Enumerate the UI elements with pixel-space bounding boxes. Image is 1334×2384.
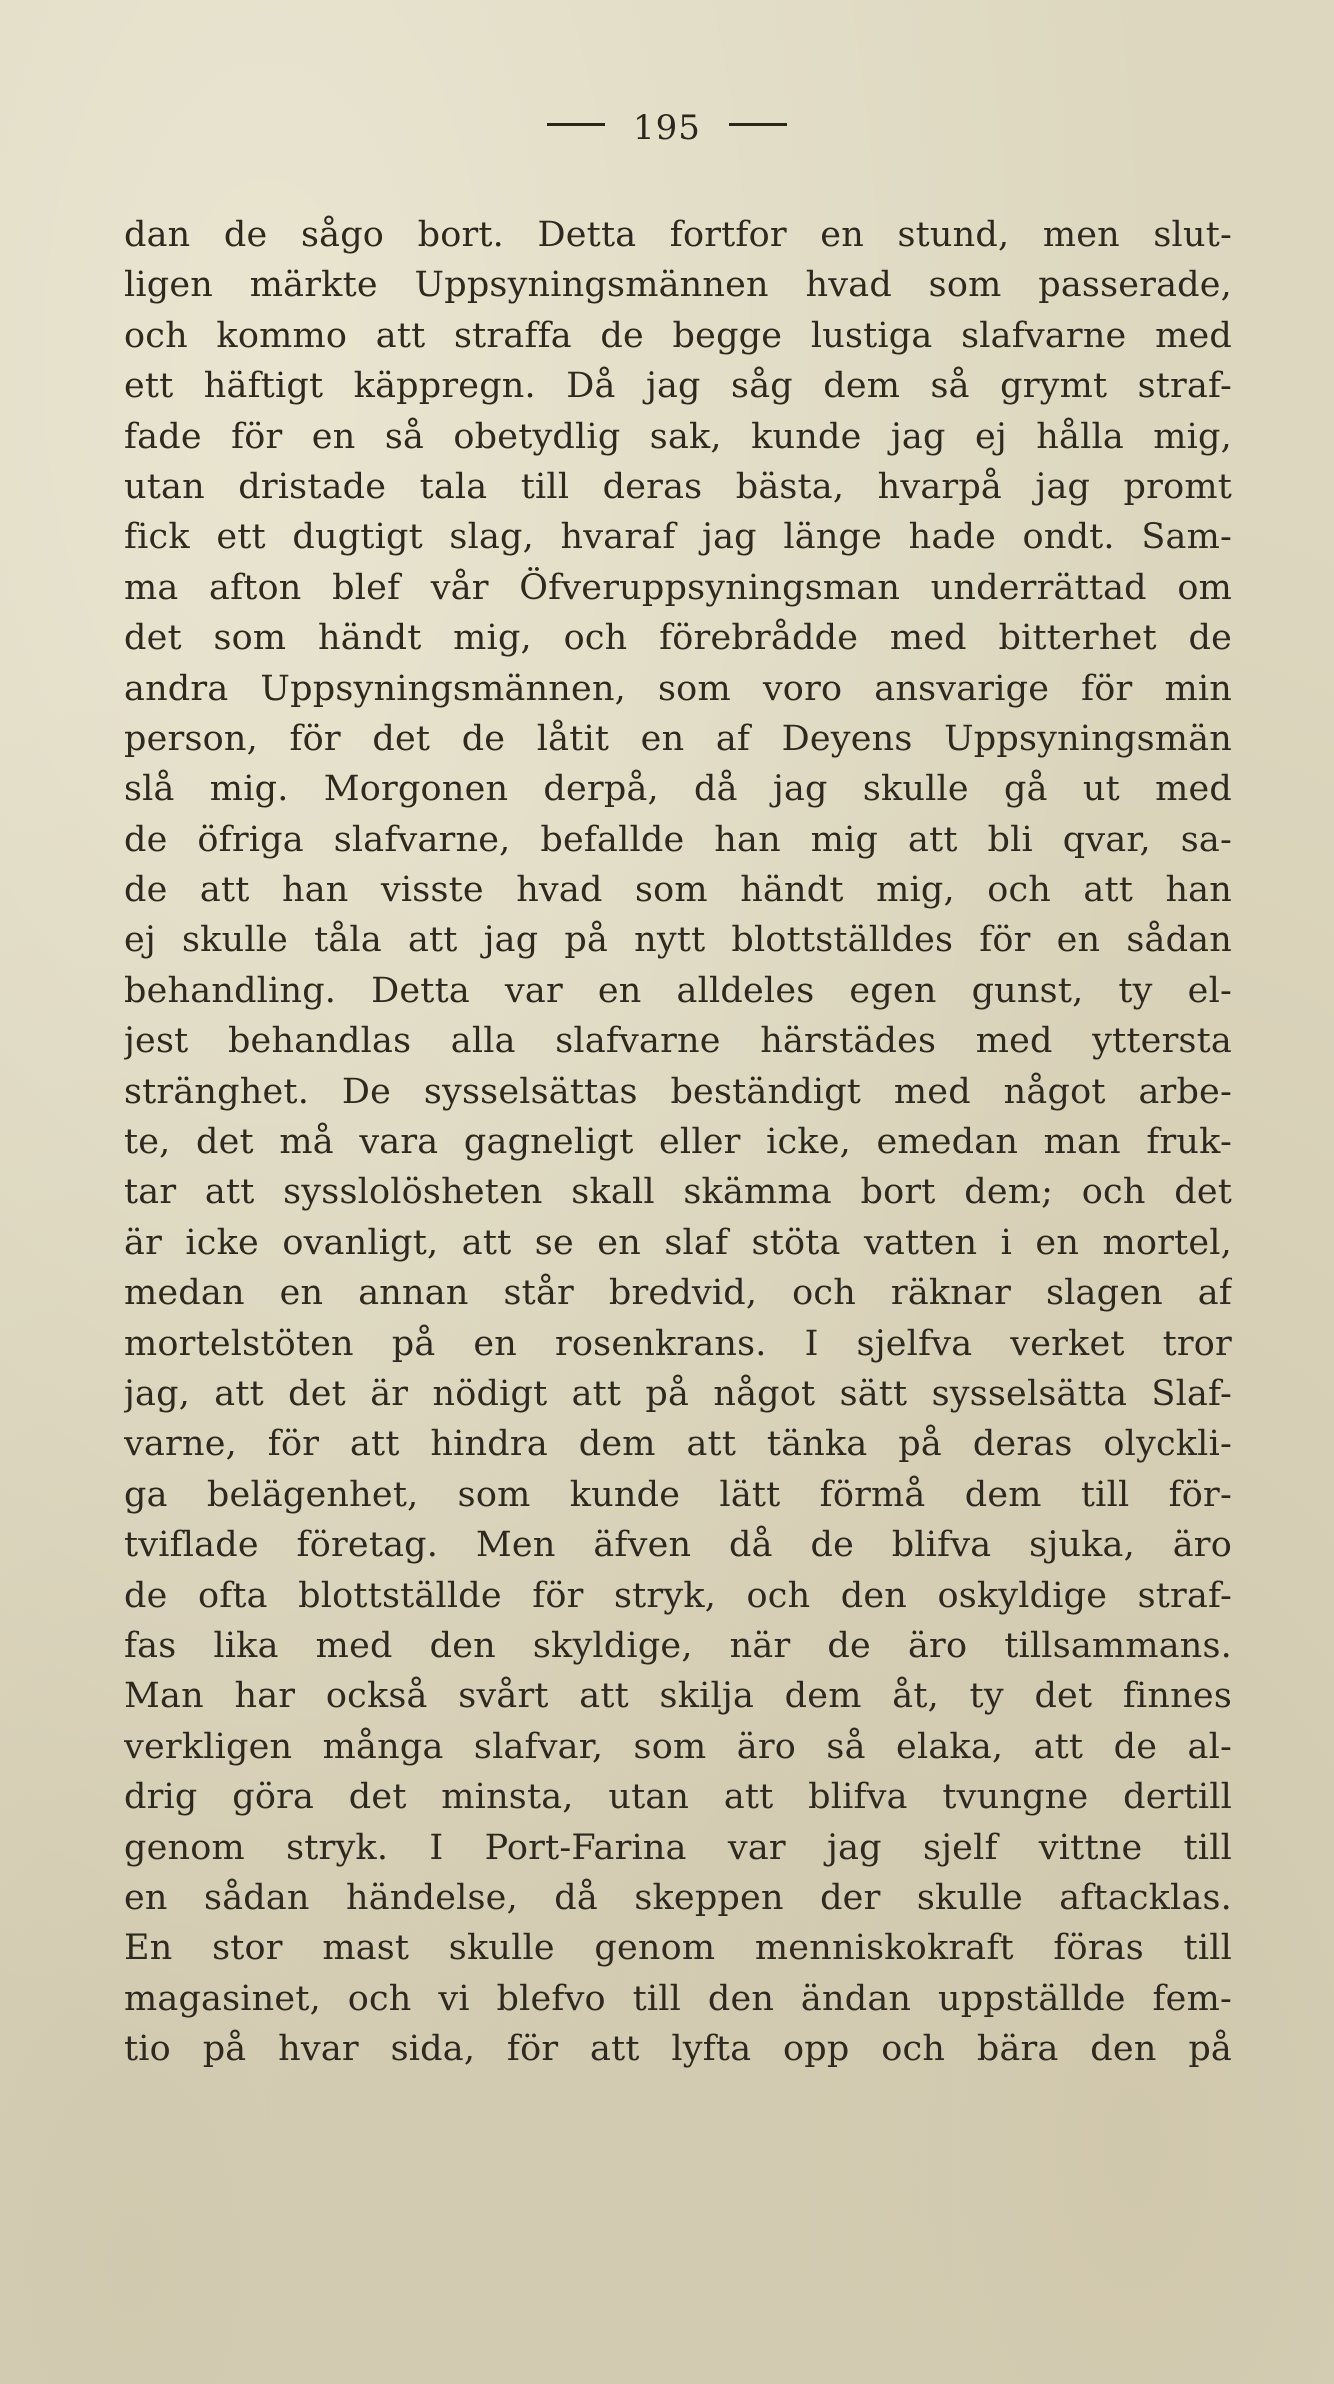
text-line: en sådan händelse, då skeppen der skulle aftacklas. (124, 1877, 1232, 1918)
text-line: de ofta blottställde för stryk, och den oskyldige straf- (124, 1575, 1232, 1616)
text-line: te, det må vara gagneligt eller icke, emedan man fruk- (124, 1122, 1232, 1163)
text-line: jag, att det är nödigt att på något sätt sysselsätta Slaf- (124, 1373, 1232, 1414)
text-line: slå mig. Morgonen derpå, då jag skulle gå ut med (124, 769, 1232, 810)
text-line: drig göra det minsta, utan att blifva tvungne dertill (124, 1777, 1232, 1818)
text-line: tviflade företag. Men äfven då de blifva sjuka, äro (124, 1525, 1232, 1566)
text-line: varne, för att hindra dem att tänka på deras olyckli- (124, 1424, 1232, 1465)
text-line: magasinet, och vi blefvo till den ändan uppställde fem- (124, 1978, 1232, 2019)
text-line: tio på hvar sida, för att lyfta opp och bära den på (124, 2029, 1232, 2070)
text-line: de att han visste hvad som händt mig, och att han (124, 870, 1232, 911)
header-dash-left (547, 123, 605, 126)
text-line: fick ett dugtigt slag, hvaraf jag länge hade ondt. Sam- (124, 517, 1232, 558)
text-line: det som händt mig, och förebrådde med bitterhet de (124, 618, 1232, 659)
text-line: är icke ovanligt, att se en slaf stöta vatten i en mortel, (124, 1222, 1232, 1263)
page-number: 195 (633, 108, 701, 148)
page-header (0, 108, 1334, 148)
text-line: behandling. Detta var en alldeles egen gunst, ty el- (124, 970, 1232, 1011)
text-line: och kommo att straffa de begge lustiga slafvarne med (124, 315, 1232, 356)
text-line: de öfriga slafvarne, befallde han mig att bli qvar, sa- (124, 819, 1232, 860)
text-line: dan de sågo bort. Detta fortfor en stund, men slut- (124, 215, 1232, 255)
text-line: mortelstöten på en rosenkrans. I sjelfva verket tror (124, 1323, 1232, 1364)
text-line: fas lika med den skyldige, när de äro tillsammans. (124, 1625, 1232, 1666)
text-line: En stor mast skulle genom menniskokraft föras till (124, 1928, 1232, 1969)
text-line: verkligen många slafvar, som äro så elaka, att de al- (124, 1726, 1232, 1767)
body-text (124, 210, 1232, 2074)
text-line: ligen märkte Uppsyningsmännen hvad som passerade, (124, 265, 1232, 306)
text-line: medan en annan står bredvid, och räknar slagen af (124, 1273, 1232, 1314)
header-dash-right (729, 123, 787, 126)
text-line: ma afton blef vår Öfveruppsyningsman underrättad om (124, 567, 1232, 608)
text-line: fade för en så obetydlig sak, kunde jag ej hålla mig, (124, 416, 1232, 457)
text-line: genom stryk. I Port-Farina var jag sjelf vittne till (124, 1827, 1232, 1868)
text-line: ej skulle tåla att jag på nytt blottställdes för en sådan (124, 920, 1232, 961)
text-line: stränghet. De sysselsättas beständigt med något arbe- (124, 1071, 1232, 1112)
text-line: Man har också svårt att skilja dem åt, ty det finnes (124, 1676, 1232, 1717)
text-line: ga belägenhet, som kunde lätt förmå dem till för- (124, 1474, 1232, 1515)
text-line: andra Uppsyningsmännen, som voro ansvarige för min (124, 668, 1232, 709)
text-line: ett häftigt käppregn. Då jag såg dem så grymt straf- (124, 366, 1232, 407)
text-line: person, för det de låtit en af Deyens Uppsyningsmän (124, 718, 1232, 759)
text-line: tar att sysslolösheten skall skämma bort dem; och det (124, 1172, 1232, 1213)
text-line: utan dristade tala till deras bästa, hvarpå jag promt (124, 466, 1232, 507)
text-line: jest behandlas alla slafvarne härstädes med yttersta (124, 1021, 1232, 1062)
